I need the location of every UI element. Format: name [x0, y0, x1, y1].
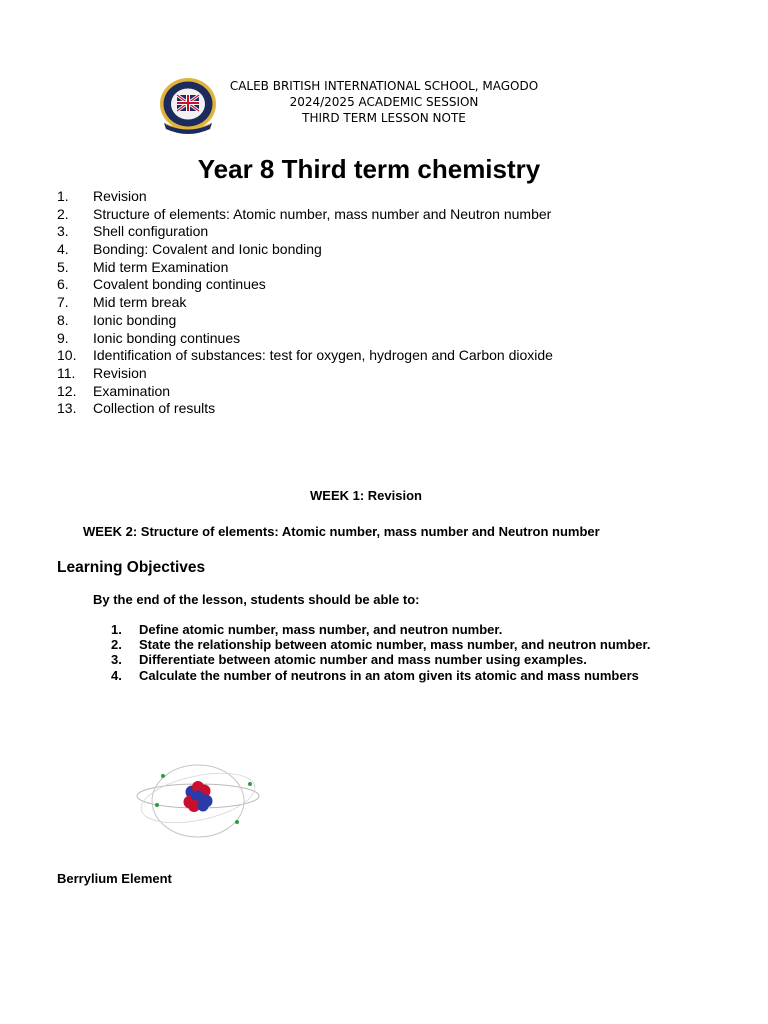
topic-item — [57, 383, 553, 401]
objective-item — [111, 668, 651, 683]
topic-item — [57, 276, 553, 294]
topic-item — [57, 312, 553, 330]
document-title: Year 8 Third term chemistry — [197, 154, 541, 184]
topic-text: Mid term break — [93, 294, 187, 311]
topic-number: 11. — [57, 364, 76, 381]
topic-text: Structure of elements: Atomic number, mass number and Neutron number — [93, 205, 552, 222]
topic-number: 6. — [57, 276, 69, 293]
topic-number: 8. — [57, 311, 69, 328]
topic-item — [57, 400, 553, 418]
topic-text: Revision — [93, 364, 147, 381]
topic-item — [57, 188, 553, 206]
topic-text: Ionic bonding — [93, 311, 177, 328]
beryllium-atom-icon — [132, 760, 264, 842]
topic-text: Collection of results — [93, 400, 216, 417]
school-name: CALEB BRITISH INTERNATIONAL SCHOOL, MAGODO — [229, 79, 539, 93]
objective-number: 3. — [111, 652, 122, 668]
topic-text: Identification of substances: test for oxygen, hydrogen and Carbon dioxide — [93, 347, 553, 364]
topic-number: 2. — [57, 205, 69, 222]
topic-number: 7. — [57, 294, 69, 311]
objective-item — [111, 652, 651, 667]
objective-text: Differentiate between atomic number and mass number using examples. — [139, 652, 587, 668]
objective-text: State the relationship between atomic number, mass number, and neutron number. — [139, 637, 651, 653]
lesson-note-label: THIRD TERM LESSON NOTE — [302, 111, 466, 125]
week-2-heading: WEEK 2: Structure of elements: Atomic number, mass number and Neutron number — [83, 524, 600, 539]
objective-number: 2. — [111, 637, 122, 653]
objective-text: Define atomic number, mass number, and neutron number. — [139, 622, 503, 637]
academic-session: 2024/2025 ACADEMIC SESSION — [289, 95, 479, 109]
week-1-heading: WEEK 1: Revision — [310, 488, 422, 503]
topic-text: Examination — [93, 382, 171, 399]
topic-item — [57, 223, 553, 241]
topic-text: Ionic bonding continues — [93, 329, 241, 346]
topic-number: 3. — [57, 223, 69, 240]
topic-item — [57, 330, 553, 348]
learning-objectives-heading: Learning Objectives — [57, 559, 206, 576]
topic-number: 10. — [57, 347, 77, 364]
school-header — [200, 78, 568, 126]
topic-text: Covalent bonding continues — [93, 276, 266, 293]
topic-text: Mid term Examination — [93, 258, 229, 275]
topic-number: 1. — [57, 188, 69, 204]
topic-list — [57, 188, 553, 418]
topic-number: 5. — [57, 258, 69, 275]
topic-text: Shell configuration — [93, 223, 209, 240]
topic-number: 12. — [57, 382, 77, 399]
objective-item — [111, 622, 651, 637]
topic-number: 13. — [57, 400, 77, 417]
objectives-list — [111, 622, 651, 683]
topic-number: 9. — [57, 329, 69, 346]
topic-text: Revision — [93, 188, 147, 204]
topic-item — [57, 294, 553, 312]
topic-item — [57, 206, 553, 224]
learning-objectives-intro: By the end of the lesson, students should be able to: — [93, 592, 420, 607]
topic-item — [57, 365, 553, 383]
objective-number: 1. — [111, 622, 122, 637]
objective-number: 4. — [111, 667, 122, 683]
objective-text: Calculate the number of neutrons in an atom given its atomic and mass numbers — [139, 667, 639, 683]
topic-item — [57, 241, 553, 259]
objective-item — [111, 637, 651, 652]
topic-text: Bonding: Covalent and Ionic bonding — [93, 241, 322, 258]
topic-number: 4. — [57, 241, 69, 258]
topic-item — [57, 259, 553, 277]
figure-caption: Berrylium Element — [57, 871, 172, 886]
topic-item — [57, 347, 553, 365]
